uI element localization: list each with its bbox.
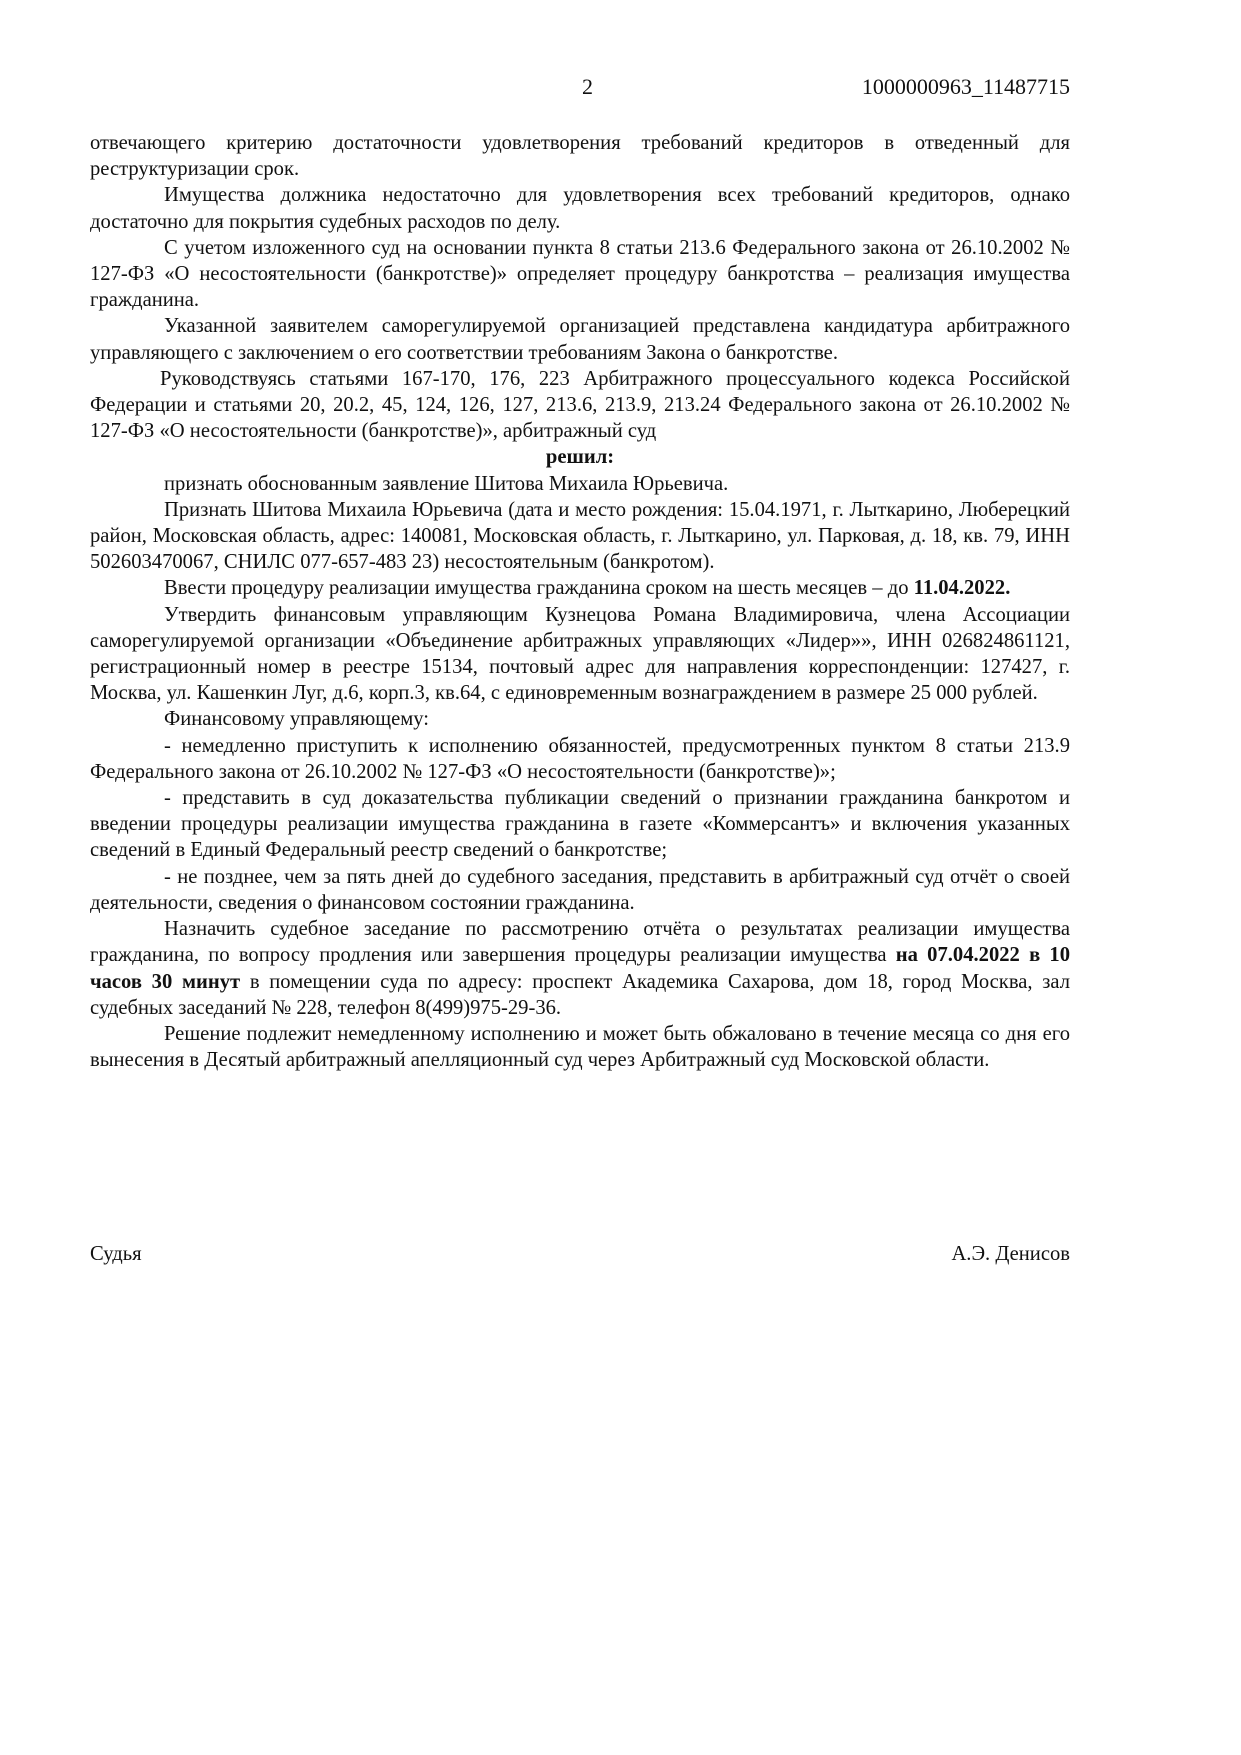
document-body [90, 130, 1070, 1073]
paragraph: признать обоснованным заявление Шитова Михаила Юрьевича. [164, 472, 729, 495]
hearing-datetime: на 07.04.2022 в 10 часов 30 минут [90, 944, 1071, 993]
paragraph: отвечающего критерию достаточности удовлетворения требований кредиторов в отведенный для реструктуризации срок. [90, 132, 1070, 181]
paragraph: Имущества должника недостаточно для удовлетворения всех требований кредиторов, однако достаточно для покрытия судебных расходов по делу. [90, 184, 1070, 233]
signature-name: А.Э. Денисов [951, 1243, 1070, 1265]
paragraph [90, 916, 1070, 1021]
paragraph: - не позднее, чем за пять дней до судебного заседания, представить в арбитражный суд отчёт о своей деятельности, сведения о финансовом состоянии гражданина. [90, 865, 1070, 914]
paragraph: Утвердить финансовым управляющим Кузнецова Романа Владимировича, члена Ассоциации саморегулируемой организации «Объединение арбитражных управляющих «Лидер»», ИНН 026824861121, регистрационный номер в реестре 15134, почтовый адрес для направления корреспонденции: 127427, г. Москва, ул. Кашенкин Луг, д.6, корп.3, кв.64, с единовременным вознаграждением в размере 25 000 рублей. [90, 603, 1070, 705]
paragraph: С учетом изложенного суд на основании пункта 8 статьи 213.6 Федерального закона от 26.10.2002 № 127-ФЗ «О несостоятельности (банкротстве)» определяет процедуру банкротства – реализация имущества гражданина. [90, 236, 1070, 312]
paragraph: - немедленно приступить к исполнению обязанностей, предусмотренных пунктом 8 статьи 213.9 Федерального закона от 26.10.2002 № 127-ФЗ «О несостоятельности (банкротстве)»; [90, 734, 1070, 783]
page-header [90, 72, 1070, 102]
paragraph: Руководствуясь статьями 167-170, 176, 223 Арбитражного процессуального кодекса Российской Федерации и статьями 20, 20.2, 45, 124, 126, 127, 213.6, 213.9, 213.24 Федерального закона от 26.10.2002 № 127-ФЗ «О несостоятельности (банкротстве)», арбитражный суд [90, 367, 1070, 443]
paragraph-text: в помещении суда по адресу: проспект Академика Сахарова, дом 18, город Москва, зал судебных заседаний № 228, телефон 8(499)975-29-36. [90, 970, 1070, 1019]
deadline-date: 11.04.2022. [913, 577, 1011, 600]
decision-heading: решил: [545, 446, 615, 469]
paragraph: - представить в суд доказательства публикации сведений о признании гражданина банкротом и введении процедуры реализации имущества гражданина в газете «Коммерсантъ» и включения указанных сведений в Единый Федеральный реестр сведений о банкротстве; [90, 787, 1070, 862]
paragraph: Решение подлежит немедленному исполнению и может быть обжаловано в течение месяца со дня его вынесения в Десятый арбитражный апелляционный суд через Арбитражный суд Московской области. [90, 1022, 1070, 1072]
paragraph: Финансовому управляющему: [164, 708, 429, 731]
paragraph [90, 575, 1070, 601]
document-id: 1000000963_11487715 [861, 74, 1070, 99]
signature-block [90, 1240, 1070, 1268]
paragraph: Указанной заявителем саморегулируемой организацией представлена кандидатура арбитражного управляющего с заключением о его соответствии требованиям Закона о банкротстве. [90, 315, 1070, 364]
paragraph-text: Ввести процедуру реализации имущества гражданина сроком на шесть месяцев – до [164, 577, 914, 600]
signature-title: Судья [90, 1243, 142, 1265]
paragraph-text: Назначить судебное заседание по рассмотрению отчёта о результатах реализации имущества гражданина, по вопросу продления или завершения процедуры реализации имущества [90, 918, 1070, 967]
page-number: 2 [582, 74, 593, 99]
paragraph: Признать Шитова Михаила Юрьевича (дата и место рождения: 15.04.1971, г. Лыткарино, Люберецкий район, Московская область, адрес: 140081, Московская область, г. Лыткарино, ул. Парковая, д. 18, кв. 79, ИНН 502603470067, СНИЛС 077-657-483 23) несостоятельным (банкротом). [90, 498, 1070, 574]
